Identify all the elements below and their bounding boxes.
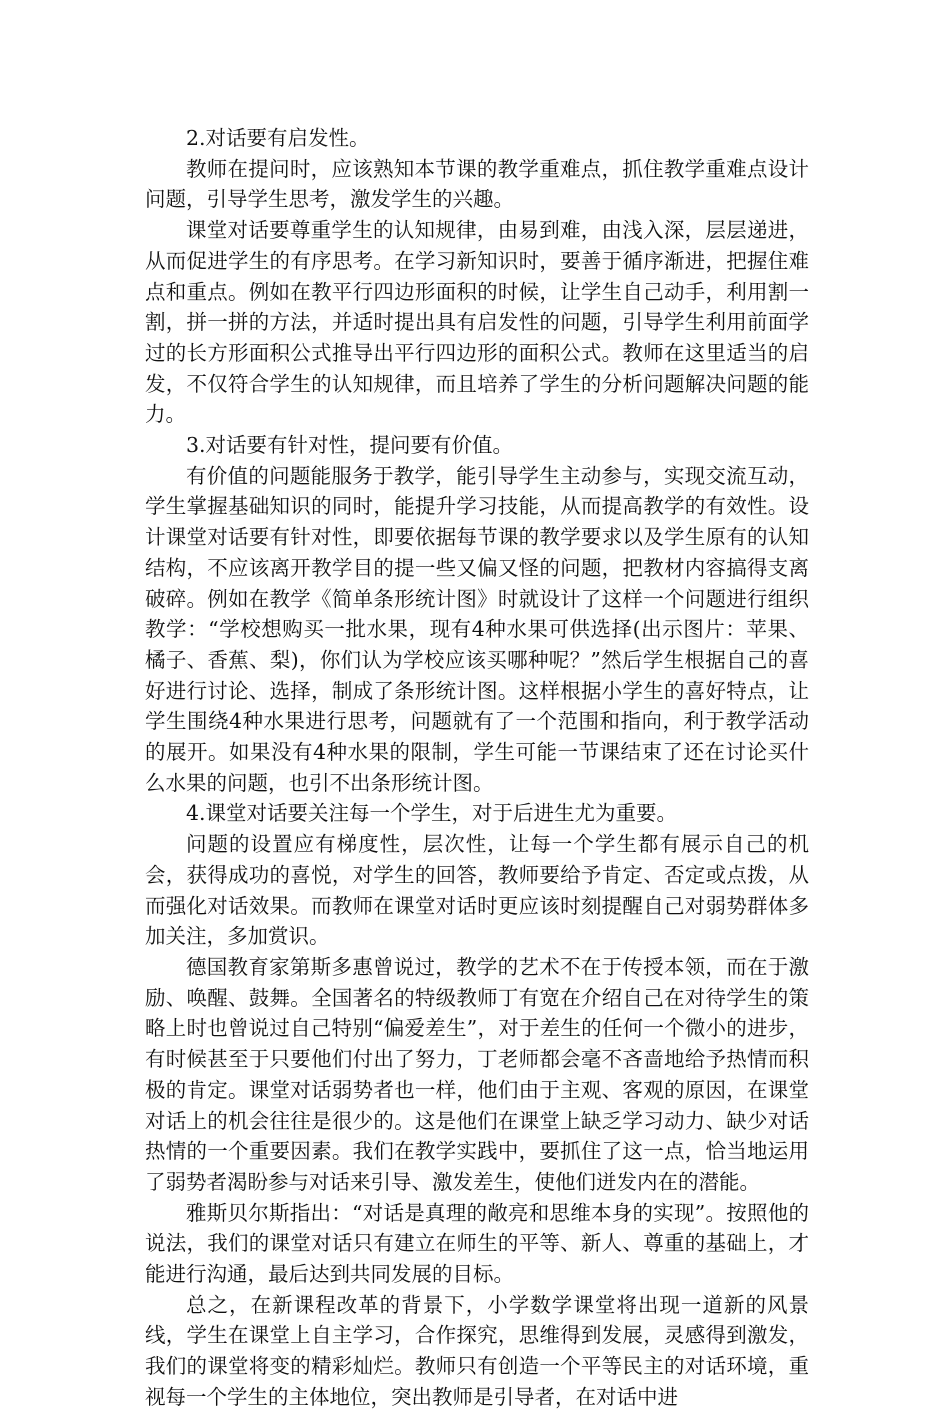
paragraph: 问题的设置应有梯度性，层次性，让每一个学生都有展示自己的机会，获得成功的喜悦，对学生的回答，教师要给予肯定、否定或点拨，从而强化对话效果。而教师在课堂对话时更应该时刻提醒自己对弱势群体多加关注，多加赏识。 bbox=[145, 832, 809, 949]
paragraph: 课堂对话要尊重学生的认知规律，由易到难，由浅入深，层层递进，从而促进学生的有序思考。在学习新知识时，要善于循序渐进，把握住难点和重点。例如在教平行四边形面积的时候，让学生自己动手，利用割一割，拼一拼的方法，并适时提出具有启发性的问题，引导学生利用前面学过的长方形面积公式推导出平行四边形的面积公式。教师在这里适当的启发，不仅符合学生的认知规律，而且培养了学生的分析问题解决问题的能力。 bbox=[145, 218, 809, 427]
paragraph: 有价值的问题能服务于教学，能引导学生主动参与，实现交流互动，学生掌握基础知识的同时，能提升学习技能，从而提高教学的有效性。设计课堂对话要有针对性，即要依据每节课的教学要求以及学生原有的认知结构，不应该离开教学目的提一些又偏又怪的问题，把教材内容搞得支离破碎。例如在教学《简单条形统计图》时就设计了这样一个问题进行组织教学：“学校想购买一批水果，现有4种水果可供选择(出示图片：苹果、橘子、香蕉、梨)，你们认为学校应该买哪种呢？”然后学生根据自己的喜好进行讨论、选择，制成了条形统计图。这样根据小学生的喜好特点，让学生围绕4种水果进行思考，问题就有了一个范围和指向，利于教学活动的展开。如果没有4种水果的限制，学生可能一节课结束了还在讨论买什么水果的问题，也引不出条形统计图。 bbox=[145, 463, 809, 795]
heading-2-inspiring: 2.对话要有启发性。 bbox=[186, 126, 370, 150]
document-body bbox=[145, 123, 809, 1413]
paragraph: 德国教育家第斯多惠曾说过，教学的艺术不在于传授本领，而在于激励、唤醒、鼓舞。全国著名的特级教师丁有宽在介绍自己在对待学生的策略上时也曾说过自己特别“偏爱差生”，对于差生的任何一个微小的进步，有时候甚至于只要他们付出了努力，丁老师都会毫不吝啬地给予热情而积极的肯定。课堂对话弱势者也一样，他们由于主观、客观的原因，在课堂对话上的机会往往是很少的。这是他们在课堂上缺乏学习动力、缺少对话热情的一个重要因素。我们在教学实践中，要抓住了这一点，恰当地运用了弱势者渴盼参与对话来引导、激发差生，使他们迸发内在的潜能。 bbox=[145, 954, 809, 1194]
paragraph: 教师在提问时，应该熟知本节课的教学重难点，抓住教学重难点设计问题，引导学生思考，激发学生的兴趣。 bbox=[145, 156, 809, 212]
paragraph: 总之，在新课程改革的背景下，小学数学课堂将出现一道新的风景线，学生在课堂上自主学习，合作探究，思维得到发展，灵感得到激发，我们的课堂将变的精彩灿烂。教师只有创造一个平等民主的对话环境，重视每一个学生的主体地位，突出教师是引导者，在对话中进 bbox=[145, 1292, 809, 1409]
heading-3-targeted: 3.对话要有针对性，提问要有价值。 bbox=[186, 433, 514, 458]
heading-4-every-student: 4.课堂对话要关注每一个学生，对于后进生尤为重要。 bbox=[186, 801, 678, 826]
paragraph: 雅斯贝尔斯指出：“对话是真理的敞亮和思维本身的实现”。按照他的说法，我们的课堂对话只有建立在师生的平等、新人、尊重的基础上，才能进行沟通，最后达到共同发展的目标。 bbox=[145, 1200, 809, 1287]
